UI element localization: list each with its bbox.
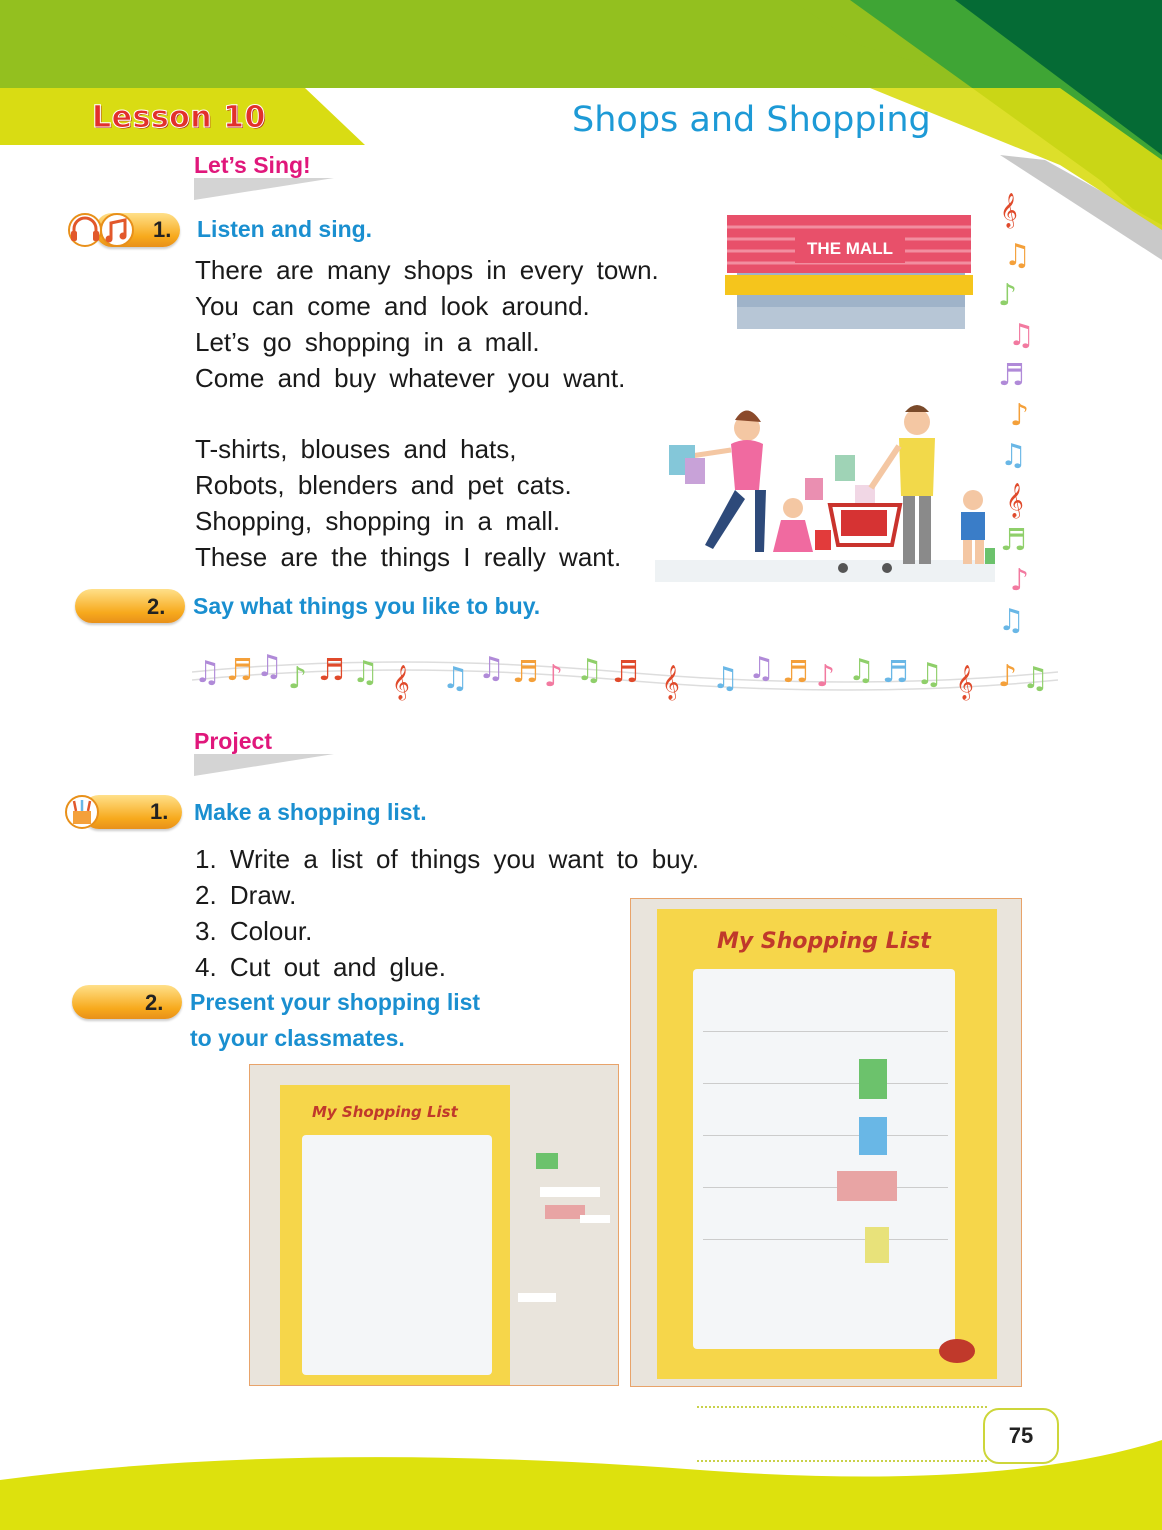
say-task-text: Say what things you like to buy. — [193, 593, 541, 619]
svg-text:♫: ♫ — [848, 653, 875, 688]
completed-shopping-list-photo — [630, 898, 1022, 1387]
svg-text:♪: ♪ — [998, 659, 1018, 694]
song-line: You can come and look around. — [195, 291, 590, 321]
blank-shopping-list-photo — [249, 1064, 619, 1386]
svg-text:♬: ♬ — [318, 653, 345, 688]
svg-text:♫: ♫ — [1004, 238, 1031, 273]
svg-text:♫: ♫ — [1008, 318, 1035, 353]
step-line: 3. Colour. — [195, 916, 313, 946]
svg-text:♬: ♬ — [512, 655, 539, 690]
svg-text:♫: ♫ — [194, 655, 221, 690]
svg-text:♪: ♪ — [1010, 563, 1030, 598]
listen-task-badge — [65, 213, 180, 247]
present-task-number: 2. — [145, 990, 164, 1015]
svg-text:♫: ♫ — [748, 651, 775, 686]
listen-task-number: 1. — [153, 217, 172, 242]
project-underline — [194, 754, 334, 776]
music-notes-border — [990, 170, 1060, 690]
lesson-label: Lesson 10 — [92, 100, 266, 135]
footer-wave — [0, 1420, 1162, 1530]
say-task-number: 2. — [147, 594, 166, 619]
craft-tools-icon — [62, 795, 102, 829]
song-line: Come and buy whatever you want. — [195, 363, 626, 393]
page-number: 75 — [983, 1408, 1059, 1464]
svg-text:𝄞: 𝄞 — [1000, 193, 1018, 228]
music-notes-band — [192, 632, 1058, 704]
step-line: 1. Write a list of things you want to buy. — [195, 844, 699, 874]
svg-text:♬: ♬ — [782, 655, 809, 690]
svg-text:♬: ♬ — [226, 653, 253, 688]
say-task-badge — [75, 589, 185, 623]
svg-text:♫: ♫ — [1022, 661, 1049, 696]
svg-text:♪: ♪ — [288, 661, 308, 696]
song-line: T-shirts, blouses and hats, — [195, 434, 517, 464]
song-line: There are many shops in every town. — [195, 255, 659, 285]
svg-text:♫: ♫ — [256, 649, 283, 684]
svg-text:♪: ♪ — [816, 659, 836, 694]
svg-text:♪: ♪ — [544, 659, 564, 694]
svg-text:♪: ♪ — [998, 278, 1018, 313]
svg-text:♬: ♬ — [998, 358, 1025, 393]
song-line: Let’s go shopping in a mall. — [195, 327, 540, 357]
svg-text:♬: ♬ — [882, 655, 909, 690]
lets-sing-underline — [194, 178, 334, 200]
svg-text:♪: ♪ — [1010, 398, 1030, 433]
svg-text:♫: ♫ — [998, 603, 1025, 638]
make-list-task-badge — [62, 795, 182, 829]
svg-text:♫: ♫ — [712, 661, 739, 696]
step-line: 2. Draw. — [195, 880, 297, 910]
poster-title: My Shopping List — [717, 929, 931, 954]
svg-text:𝄞: 𝄞 — [1006, 483, 1024, 518]
mall-sign-text: THE MALL — [807, 239, 893, 258]
listen-task-text: Listen and sing. — [197, 216, 373, 242]
svg-text:♫: ♫ — [916, 657, 943, 692]
svg-text:♫: ♫ — [442, 661, 469, 696]
poster-title: My Shopping List — [312, 1103, 458, 1121]
svg-text:♬: ♬ — [612, 655, 639, 690]
step-line: 4. Cut out and glue. — [195, 952, 446, 982]
family-shopping-illustration — [655, 400, 995, 582]
svg-text:𝄞: 𝄞 — [662, 665, 680, 700]
present-task-badge — [72, 985, 182, 1019]
svg-text:𝄞: 𝄞 — [956, 665, 974, 700]
song-line: These are the things I really want. — [195, 542, 622, 572]
project-heading: Project — [194, 728, 272, 754]
present-task-text: to your classmates. — [190, 1025, 405, 1051]
mall-illustration — [725, 215, 973, 333]
song-line: Shopping, shopping in a mall. — [195, 506, 561, 536]
footer-dotted-line — [697, 1406, 987, 1408]
song-line: Robots, blenders and pet cats. — [195, 470, 572, 500]
svg-text:𝄞: 𝄞 — [392, 665, 410, 700]
make-list-task-text: Make a shopping list. — [194, 799, 427, 825]
svg-text:♫: ♫ — [1000, 438, 1027, 473]
svg-text:♫: ♫ — [478, 651, 505, 686]
lesson-title: Shops and Shopping — [572, 100, 931, 140]
headphones-music-icon — [65, 213, 135, 247]
lets-sing-heading: Let’s Sing! — [194, 152, 311, 178]
make-list-task-number: 1. — [150, 799, 169, 824]
svg-text:♬: ♬ — [1000, 523, 1027, 558]
present-task-text: Present your shopping list — [190, 989, 481, 1015]
svg-text:♫: ♫ — [352, 655, 379, 690]
svg-text:♫: ♫ — [576, 653, 603, 688]
